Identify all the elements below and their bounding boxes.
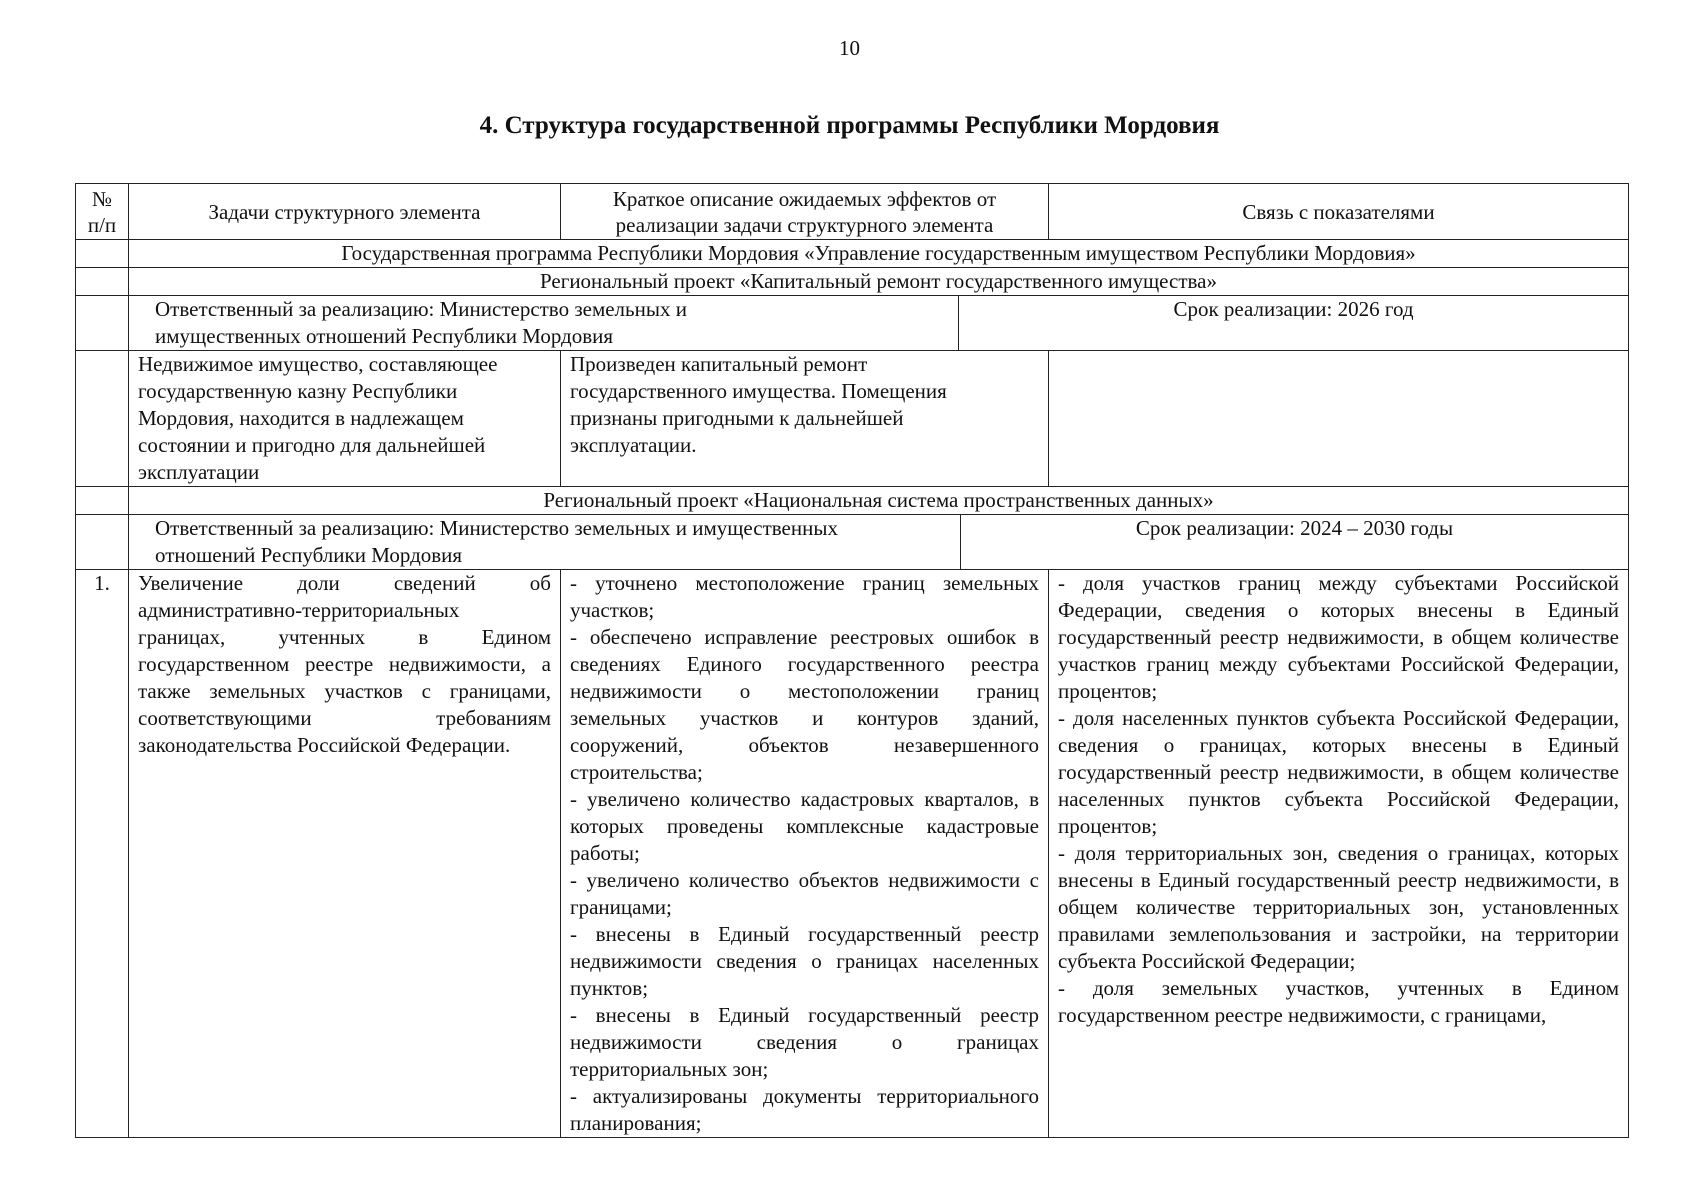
project-row: [76, 268, 1629, 296]
project1-effect: Произведен капитальный ремонт государственного имущества. Помещения признаны пригодными к дальнейшей эксплуатации.: [561, 351, 1049, 487]
indicator-item: - доля участков границ между субъектами Российской Федерации, сведения о которых внесены в Единый государственный реестр недвижимости, в общем количестве участков границ между субъектами Российской Федерации, процентов;: [1058, 571, 1619, 703]
header-tasks: Задачи структурного элемента: [129, 184, 561, 240]
effect-item: - внесены в Единый государственный реестр недвижимости сведения о границах населенных пунктов;: [570, 922, 1039, 1000]
project1-indicator: [1049, 351, 1629, 487]
row-number: 1.: [76, 570, 129, 1138]
project2-responsible: Ответственный за реализацию: Министерство земельных и имущественных отношений Республики Мордовия: [129, 515, 961, 569]
program-title: Государственная программа Республики Мордовия «Управление государственным имуществом Республики Мордовия»: [129, 240, 1629, 268]
responsible-row: [76, 515, 1629, 570]
table-header-row: [76, 184, 1629, 240]
program-structure-table: [75, 183, 1629, 1138]
effect-item: - увеличено количество кадастровых кварталов, в которых проведены комплексные кадастровые работы;: [570, 787, 1039, 865]
effect-item: - актуализированы документы территориального планирования;: [570, 1084, 1039, 1135]
page-number: 10: [839, 36, 860, 60]
header-indicators: Связь с показателями: [1049, 184, 1629, 240]
project1-responsible: Ответственный за реализацию: Министерство земельных и имущественных отношений Республики Мордовия: [129, 296, 959, 350]
effect-item: - уточнено местоположение границ земельных участков;: [570, 571, 1039, 622]
project2-effects: [561, 570, 1049, 1138]
effect-item: - обеспечено исправление реестровых ошибок в сведениях Единого государственного реестра недвижимости о местоположении границ земельных участков и контуров зданий, сооружений, объектов незавершенного строительства;: [570, 625, 1039, 784]
effect-item: - внесены в Единый государственный реестр недвижимости сведения о границах территориальных зон;: [570, 1003, 1039, 1081]
project1-title: Региональный проект «Капитальный ремонт государственного имущества»: [129, 268, 1629, 296]
task-row: [76, 351, 1629, 487]
project2-term: Срок реализации: 2024 – 2030 годы: [1135, 516, 1454, 540]
indicator-item: - доля населенных пунктов субъекта Российской Федерации, сведения о границах, которых внесены в Единый государственный реестр недвижимости, в общем количестве населенных пунктов субъекта Российской Федерации, процентов;: [1058, 706, 1619, 838]
program-row: [76, 240, 1629, 268]
effect-item: - увеличено количество объектов недвижимости с границами;: [570, 868, 1039, 919]
indicator-item: - доля земельных участков, учтенных в Едином государственном реестре недвижимости, с границами,: [1058, 976, 1619, 1027]
project2-task: Увеличение доли сведений об административно-территориальных границах, учтенных в Едином государственном реестре недвижимости, а также земельных участков с границами, соответствующими требованиям законодательства Российской Федерации.: [129, 570, 561, 1138]
header-effects: Краткое описание ожидаемых эффектов от реализации задачи структурного элемента: [561, 184, 1049, 240]
project2-indicators: [1049, 570, 1629, 1138]
project2-title: Региональный проект «Национальная система пространственных данных»: [129, 487, 1629, 515]
indicator-item: - доля территориальных зон, сведения о границах, которых внесены в Единый государственный реестр недвижимости, в общем количестве территориальных зон, установленных правилами землепользования и застройки, на территории субъекта Российской Федерации;: [1058, 841, 1619, 973]
project1-task: Недвижимое имущество, составляющее государственную казну Республики Мордовия, находится в надлежащем состоянии и пригодно для дальнейшей эксплуатации: [129, 351, 561, 487]
project1-term: Срок реализации: 2026 год: [1173, 297, 1414, 321]
project-row: [76, 487, 1629, 515]
responsible-row: [76, 296, 1629, 351]
header-num: № п/п: [76, 184, 129, 240]
task-row: [76, 570, 1629, 1138]
page-title: 4. Структура государственной программы Республики Мордовия: [479, 112, 1220, 139]
